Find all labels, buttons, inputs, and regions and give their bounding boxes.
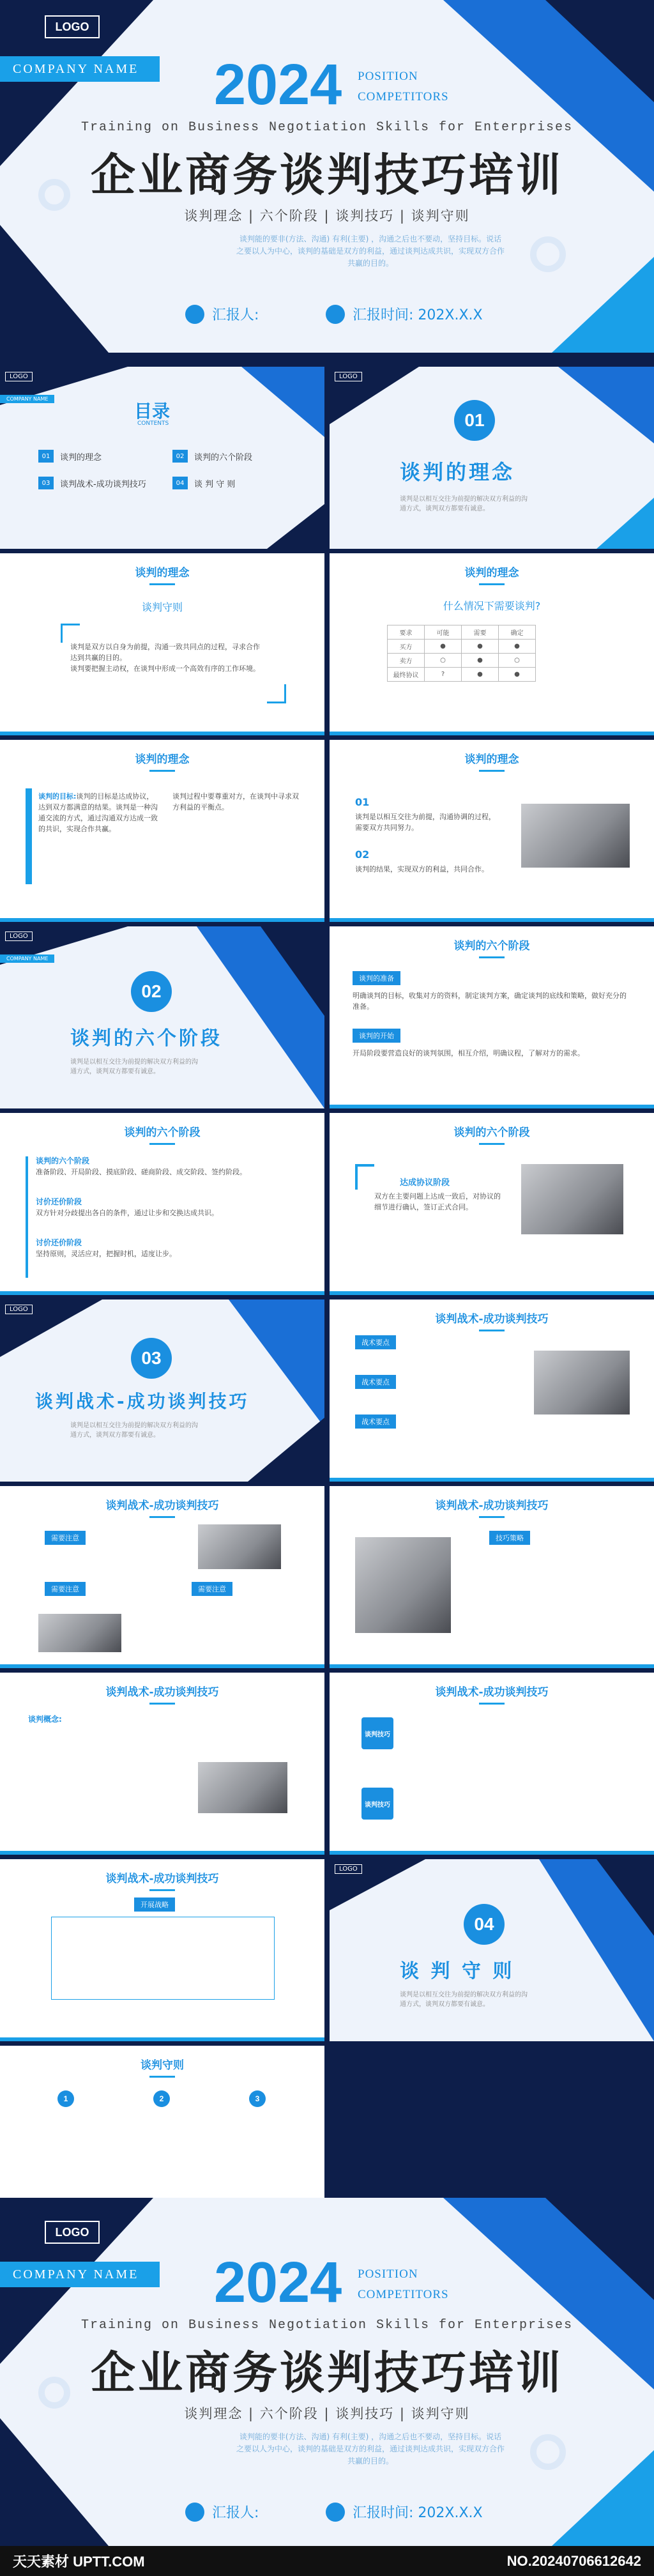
- decor-ring: [530, 2434, 566, 2470]
- section-02-slide: [0, 926, 324, 1108]
- section-03-slide: [0, 1300, 324, 1482]
- decor-triangle: [597, 498, 654, 549]
- note-tag: 需要注意: [45, 1531, 86, 1545]
- slide-header: 谈判的六个阶段: [330, 937, 654, 958]
- corner-bracket: [61, 624, 80, 643]
- table-cell: ○: [499, 654, 536, 668]
- report-time: 汇报时间: 202X.X.X: [326, 304, 483, 324]
- corner-bracket: [355, 1164, 374, 1190]
- slide-3b: [0, 1486, 324, 1668]
- table-cell: 要求: [388, 625, 425, 640]
- bottom-bar: [0, 732, 324, 735]
- slide-2c: [330, 1113, 654, 1295]
- section-desc: 谈判是以相互交往为前提的解决双方利益的沟通方式，谈判双方都要有诚意。: [400, 496, 528, 512]
- tagline: 谈判理念 | 六个阶段 | 谈判技巧 | 谈判守则: [184, 208, 470, 224]
- rule-number: 2: [153, 2090, 170, 2107]
- cover-desc: 谈判能的要非(方法、沟通) 有利(主要) ，沟通之后也不要动，坚持目标。说话之要以人为中心，谈判的基础是双方的利益，通过谈判达成共识，实现双方合作共赢的目的。: [236, 2432, 505, 2465]
- logo: LOGO: [335, 372, 362, 381]
- slide-header: 谈判的理念: [330, 564, 654, 585]
- decor-triangle: [552, 2450, 654, 2546]
- strategy-tag: 技巧策略: [489, 1531, 530, 1545]
- item-number: NO.20240706612642: [506, 2552, 641, 2569]
- decor-triangle: [248, 1418, 324, 1482]
- note-tag: 需要注意: [45, 1582, 86, 1596]
- tagline: 谈判理念 | 六个阶段 | 谈判技巧 | 谈判守则: [184, 2406, 470, 2421]
- stage-text: 准备阶段、开局阶段、摸底阶段、磋商阶段、成交阶段、签约阶段。: [36, 1168, 247, 1176]
- year: 2024: [214, 2251, 342, 2315]
- slide-header: 谈判战术-成功谈判技巧: [0, 1683, 324, 1705]
- bottom-bar: [0, 1851, 324, 1855]
- corner-bracket: [267, 684, 286, 703]
- slide-3f: [0, 1859, 324, 2041]
- table-cell: ?: [425, 668, 462, 682]
- table-row: [388, 625, 536, 640]
- toc-title: 目录: [134, 401, 171, 422]
- bottom-bar: [330, 1664, 654, 1668]
- slide-1a: [0, 553, 324, 735]
- section-tag: 谈判的准备: [353, 971, 400, 985]
- user-icon: [185, 305, 204, 324]
- report-time: 汇报时间: 202X.X.X: [326, 2502, 483, 2522]
- stage-heading: 讨价还价阶段: [36, 1197, 82, 1206]
- bottom-bar: [330, 732, 654, 735]
- bottom-bar: [0, 1291, 324, 1295]
- table-row: [388, 640, 536, 654]
- toc-number: 04: [172, 477, 188, 489]
- decor-triangle: [597, 1859, 654, 1936]
- toc-label: 谈判战术-成功谈判技巧: [60, 479, 146, 489]
- tactic-tag: 战术要点: [355, 1375, 396, 1389]
- main-title: 企业商务谈判技巧培训: [91, 149, 563, 201]
- section-number: 01: [454, 400, 495, 441]
- slide-3e: [330, 1673, 654, 1855]
- company-name: COMPANY NAME: [0, 954, 54, 963]
- slide-3d: [0, 1673, 324, 1855]
- slide-2b: [0, 1113, 324, 1295]
- rule-number: 1: [57, 2090, 74, 2107]
- logo: LOGO: [5, 372, 33, 381]
- section-desc: 谈判是以相互交往为前提的解决双方利益的沟通方式，谈判双方都要有诚意。: [70, 1059, 198, 1075]
- decor-triangle: [0, 2418, 109, 2546]
- slide-1c: [0, 740, 324, 922]
- slide-3c: [330, 1486, 654, 1668]
- stage-text: 坚持原则，灵活应对，把握时机，适度让步。: [36, 1250, 176, 1258]
- bullet-2: 谈判要把握主动权，在谈判中形成一个高效有序的工作环境。: [70, 664, 260, 673]
- table-cell: ●: [499, 640, 536, 654]
- bottom-bar: [330, 1105, 654, 1108]
- section-01-slide: [330, 367, 654, 549]
- position-label: POSITION COMPETITORS: [358, 2267, 449, 2301]
- slide-header: 谈判的六个阶段: [0, 1123, 324, 1145]
- decor-triangle: [545, 2198, 654, 2300]
- tactic-tag: 战术要点: [355, 1414, 396, 1429]
- slide-2a: [330, 926, 654, 1108]
- question: 什么情况下需要谈判?: [443, 600, 541, 612]
- company-name: COMPANY NAME: [0, 2262, 160, 2287]
- tactic-tag: 战术要点: [355, 1335, 396, 1349]
- section-title: 谈判的理念: [400, 460, 515, 484]
- handshake-photo: [521, 1164, 623, 1234]
- site-name: 天天素材 UPTT.COM: [13, 2554, 145, 2570]
- slide-1d: [330, 740, 654, 922]
- toc-label: 谈 判 守 则: [194, 479, 236, 489]
- section-tag: 谈判的开始: [353, 1029, 400, 1043]
- bottom-bar: [330, 1851, 654, 1855]
- table-cell: ●: [425, 640, 462, 654]
- point-text: 谈判是以相互交往为前提，沟通协调的过程，需要双方共同努力。: [355, 813, 496, 832]
- meeting-photo: [198, 1762, 287, 1813]
- bottom-bar: [0, 2037, 324, 2041]
- strategy-tag: 开展战略: [134, 1897, 175, 1912]
- slide-3a: [330, 1300, 654, 1482]
- clock-icon: [326, 2503, 345, 2522]
- clock-icon: [326, 305, 345, 324]
- section-desc: 谈判是以相互交往为前提的解决双方利益的沟通方式，谈判双方都要有诚意。: [400, 1991, 528, 2008]
- logo: LOGO: [45, 15, 100, 38]
- user-icon: [185, 2503, 204, 2522]
- section-04-slide: [330, 1859, 654, 2041]
- lead-text: 谈判的目标:谈判的目标是达成协议，达到双方都满意的结果。谈判是一种沟通交流的方式，通过沟通双方达成一致的共识，实现合作共赢。: [38, 792, 158, 833]
- toc-item[interactable]: [172, 450, 252, 463]
- toc-item[interactable]: [38, 450, 102, 463]
- point-text: 谈判的结果，实现双方的利益，共同合作。: [355, 865, 489, 873]
- stage-heading: 达成协议阶段: [400, 1178, 450, 1188]
- table-cell: ●: [462, 668, 499, 682]
- accent-bar: [26, 788, 32, 884]
- slide-subtitle: 谈判守则: [141, 601, 183, 613]
- bottom-bar: [330, 1478, 654, 1482]
- reporter: 汇报人:: [185, 304, 259, 324]
- slide-1b: [330, 553, 654, 735]
- toc-item[interactable]: [38, 477, 146, 489]
- logo: LOGO: [5, 931, 33, 941]
- toc-number: 02: [172, 450, 188, 463]
- slide-header: 谈判战术-成功谈判技巧: [330, 1310, 654, 1331]
- toc-en: CONTENTS: [137, 420, 169, 427]
- table-cell: 最终协议: [388, 668, 425, 682]
- stage-heading: 讨价还价阶段: [36, 1238, 82, 1247]
- company-name: COMPANY NAME: [0, 56, 160, 82]
- main-title: 企业商务谈判技巧培训: [91, 2347, 563, 2399]
- skill-badge: 谈判技巧: [361, 1717, 393, 1749]
- bottom-bar: [330, 918, 654, 922]
- decor-ring: [530, 236, 566, 272]
- slide-header: 谈判战术-成功谈判技巧: [0, 1869, 324, 1891]
- table-cell: 卖方: [388, 654, 425, 668]
- position-label: POSITION COMPETITORS: [358, 70, 449, 103]
- document-photo: [355, 1537, 451, 1633]
- slide-header: 谈判守则: [0, 2056, 324, 2078]
- company-name: COMPANY NAME: [0, 395, 54, 403]
- bullet-1: 谈判是双方以自身为前提，沟通一致共同点的过程，寻求合作达到共赢的目的。: [70, 643, 260, 662]
- table-cell: ○: [425, 654, 462, 668]
- section-title: 谈 判 守 则: [400, 1960, 515, 1982]
- slide-header: 谈判的理念: [0, 750, 324, 772]
- accent-bar: [26, 1156, 28, 1278]
- toc-item[interactable]: [172, 477, 235, 489]
- table-row: [388, 654, 536, 668]
- point-number: 01: [355, 796, 370, 808]
- bottom-bar: [330, 1291, 654, 1295]
- bottom-bar: [0, 1664, 324, 1668]
- logo: LOGO: [5, 1305, 33, 1314]
- body-text: 谈判过程中要尊重对方，在谈判中寻求双方利益的平衡点。: [172, 792, 299, 811]
- bottom-bar: [0, 918, 324, 922]
- meeting-photo: [534, 1351, 630, 1414]
- section-number: 03: [131, 1338, 172, 1379]
- table-cell: 买方: [388, 640, 425, 654]
- table-cell: ●: [462, 654, 499, 668]
- office-photo: [521, 804, 630, 868]
- subtitle-en: Training on Business Negotiation Skills for Enterprises: [80, 2318, 574, 2333]
- subtitle-en: Training on Business Negotiation Skills for Enterprises: [80, 120, 574, 135]
- closing-slide: [0, 2198, 654, 2546]
- reporter: 汇报人:: [185, 2502, 259, 2522]
- section-number: 02: [131, 971, 172, 1012]
- body-text: 开局阶段要营造良好的谈判氛围，相互介绍，明确议程，了解对方的需求。: [353, 1049, 584, 1057]
- skill-badge: 谈判技巧: [361, 1788, 393, 1820]
- slide-header: 谈判的六个阶段: [330, 1123, 654, 1145]
- section-desc: 谈判是以相互交往为前提的解决双方利益的沟通方式，谈判双方都要有诚意。: [70, 1422, 198, 1439]
- toc-slide: [0, 367, 324, 549]
- concept-lead: 谈判概念:: [28, 1715, 62, 1724]
- content-box: [51, 1917, 275, 2000]
- section-number: 04: [464, 1904, 505, 1945]
- decor-triangle: [558, 367, 654, 443]
- decor-triangle: [545, 0, 654, 102]
- slide-header: 谈判战术-成功谈判技巧: [330, 1683, 654, 1705]
- stage-text: 双方在主要问题上达成一致后，对协议的细节进行确认，签订正式合同。: [374, 1192, 501, 1211]
- slide-header: 谈判战术-成功谈判技巧: [0, 1496, 324, 1518]
- toc-number: 03: [38, 477, 54, 489]
- decor-triangle: [267, 504, 324, 549]
- slide-header: 谈判战术-成功谈判技巧: [330, 1496, 654, 1518]
- logo: LOGO: [45, 2221, 100, 2244]
- decor-triangle: [261, 926, 324, 1016]
- slide-header: 谈判的理念: [0, 564, 324, 585]
- table-cell: ●: [499, 668, 536, 682]
- section-title: 谈判的六个阶段: [70, 1027, 222, 1050]
- section-title: 谈判战术-成功谈判技巧: [35, 1391, 250, 1412]
- table-cell: 可能: [425, 625, 462, 640]
- decor-triangle: [0, 225, 109, 353]
- office-photo: [38, 1614, 121, 1652]
- toc-label: 谈判的六个阶段: [194, 452, 253, 463]
- table-cell: 需要: [462, 625, 499, 640]
- toc-number: 01: [38, 450, 54, 463]
- year: 2024: [214, 53, 342, 117]
- office-photo: [198, 1524, 281, 1569]
- point-number: 02: [355, 848, 370, 861]
- decor-triangle: [241, 367, 324, 437]
- cover-slide: [0, 0, 654, 353]
- rule-number: 3: [249, 2090, 266, 2107]
- body-text: 明确谈判的目标，收集对方的资料，制定谈判方案，确定谈判的底线和策略，做好充分的准备。: [353, 992, 627, 1011]
- stage-heading: 谈判的六个阶段: [36, 1156, 90, 1165]
- comparison-table: [387, 625, 536, 682]
- note-tag: 需要注意: [192, 1582, 232, 1596]
- watermark-footer: [0, 2546, 654, 2576]
- table-cell: 确定: [499, 625, 536, 640]
- cover-desc: 谈判能的要非(方法、沟通) 有利(主要) ，沟通之后也不要动，坚持目标。说话之要以人为中心，谈判的基础是双方的利益，通过谈判达成共识，实现双方合作共赢的目的。: [236, 234, 505, 268]
- table-cell: ●: [462, 640, 499, 654]
- toc-label: 谈判的理念: [60, 452, 102, 463]
- logo: LOGO: [335, 1864, 362, 1874]
- stage-text: 双方针对分歧提出各自的条件，通过让步和交换达成共识。: [36, 1209, 218, 1217]
- table-row: [388, 668, 536, 682]
- decor-triangle: [552, 257, 654, 353]
- slide-header: 谈判的理念: [330, 750, 654, 772]
